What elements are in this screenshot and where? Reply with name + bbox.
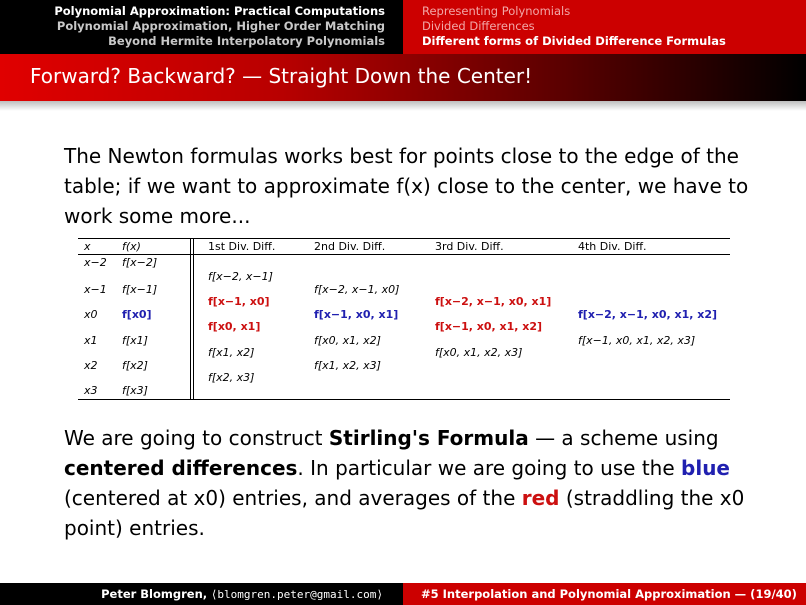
table-header-rule bbox=[78, 254, 730, 255]
x-cell: x2 bbox=[84, 359, 98, 372]
conclusion-text-4: (centered at x0) entries, and averages of the bbox=[64, 486, 522, 510]
d2-cell: f[x1, x2, x3] bbox=[314, 359, 381, 372]
x-cell: x0 bbox=[84, 308, 98, 321]
d3-cell: f[x0, x1, x2, x3] bbox=[435, 346, 523, 359]
footer-author bbox=[0, 583, 403, 605]
centered-differences-term: centered differences bbox=[64, 456, 298, 480]
header-4th: 4th Div. Diff. bbox=[578, 240, 647, 253]
d1-cell: f[x−2, x−1] bbox=[208, 270, 273, 283]
header-2nd: 2nd Div. Diff. bbox=[314, 240, 386, 253]
header-section-nav bbox=[0, 0, 403, 54]
header-subsection-3[interactable]: Different forms of Divided Difference Formulas bbox=[422, 34, 726, 48]
d3-cell-red: f[x−2, x−1, x0, x1] bbox=[435, 295, 552, 308]
header-subsection-1[interactable]: Representing Polynomials bbox=[422, 4, 571, 18]
table-bottom-rule bbox=[78, 399, 730, 400]
header-fx: f(x) bbox=[122, 240, 141, 253]
slide-title: Forward? Backward? — Straight Down the Center! bbox=[30, 64, 533, 88]
header-subsection-2[interactable]: Divided Differences bbox=[422, 19, 535, 33]
footer-lecture: #5 Interpolation and Polynomial Approximation — (19/40) bbox=[403, 583, 806, 605]
header-section-2[interactable]: Polynomial Approximation, Higher Order Matching bbox=[56, 19, 385, 33]
d1-cell-red: f[x−1, x0] bbox=[208, 295, 270, 308]
intro-paragraph: The Newton formulas works best for points close to the edge of the table; if we want to approximate f(x) close to the center, we have to work some more... bbox=[64, 144, 749, 228]
conclusion-text-1: We are going to construct bbox=[64, 426, 329, 450]
conclusion-text-5: (straddling the x0 point) entries. bbox=[64, 486, 745, 540]
header-3rd: 3rd Div. Diff. bbox=[435, 240, 504, 253]
d2-cell: f[x−2, x−1, x0] bbox=[314, 283, 400, 296]
header-section-1[interactable]: Polynomial Approximation: Practical Computations bbox=[54, 4, 385, 18]
fx-cell: f[x−1] bbox=[122, 283, 158, 296]
footer-bar bbox=[0, 583, 806, 605]
header-x: x bbox=[84, 240, 91, 253]
x-cell: x−2 bbox=[84, 256, 107, 269]
x-cell: x1 bbox=[84, 334, 98, 347]
header-subsection-nav bbox=[403, 0, 806, 54]
conclusion-paragraph bbox=[64, 423, 764, 543]
x-cell: x−1 bbox=[84, 283, 107, 296]
stirling-formula-term: Stirling's Formula bbox=[328, 426, 529, 450]
conclusion-text-2: — a scheme using bbox=[528, 426, 719, 450]
d2-cell-blue: f[x−1, x0, x1] bbox=[314, 308, 399, 321]
divided-difference-table bbox=[78, 238, 730, 400]
table-top-rule bbox=[78, 238, 730, 239]
d3-cell-red: f[x−1, x0, x1, x2] bbox=[435, 320, 543, 333]
red-word: red bbox=[521, 486, 560, 510]
footer-author-name: Peter Blomgren, bbox=[101, 587, 208, 601]
fx-cell-blue: f[x0] bbox=[122, 308, 152, 321]
table-vrule-2 bbox=[193, 238, 194, 400]
d1-cell: f[x1, x2] bbox=[208, 346, 255, 359]
x-cell: x3 bbox=[84, 384, 98, 397]
header-1st: 1st Div. Diff. bbox=[208, 240, 276, 253]
fx-cell: f[x1] bbox=[122, 334, 148, 347]
footer-email: ⟨blomgren.peter@gmail.com⟩ bbox=[210, 588, 383, 601]
fx-cell: f[x2] bbox=[122, 359, 148, 372]
table-vrule-1 bbox=[190, 238, 191, 400]
d2-cell: f[x0, x1, x2] bbox=[314, 334, 381, 347]
header-bar bbox=[0, 0, 806, 54]
fx-cell: f[x−2] bbox=[122, 256, 158, 269]
d1-cell: f[x2, x3] bbox=[208, 371, 255, 384]
fx-cell: f[x3] bbox=[122, 384, 148, 397]
blue-word: blue bbox=[681, 456, 730, 480]
conclusion-text-3: . In particular we are going to use the bbox=[297, 456, 682, 480]
title-bar bbox=[0, 54, 806, 101]
d4-cell: f[x−1, x0, x1, x2, x3] bbox=[578, 334, 696, 347]
d1-cell-red: f[x0, x1] bbox=[208, 320, 261, 333]
title-shadow bbox=[0, 101, 806, 111]
d4-cell-blue: f[x−2, x−1, x0, x1, x2] bbox=[578, 308, 718, 321]
header-section-3[interactable]: Beyond Hermite Interpolatory Polynomials bbox=[108, 34, 385, 48]
